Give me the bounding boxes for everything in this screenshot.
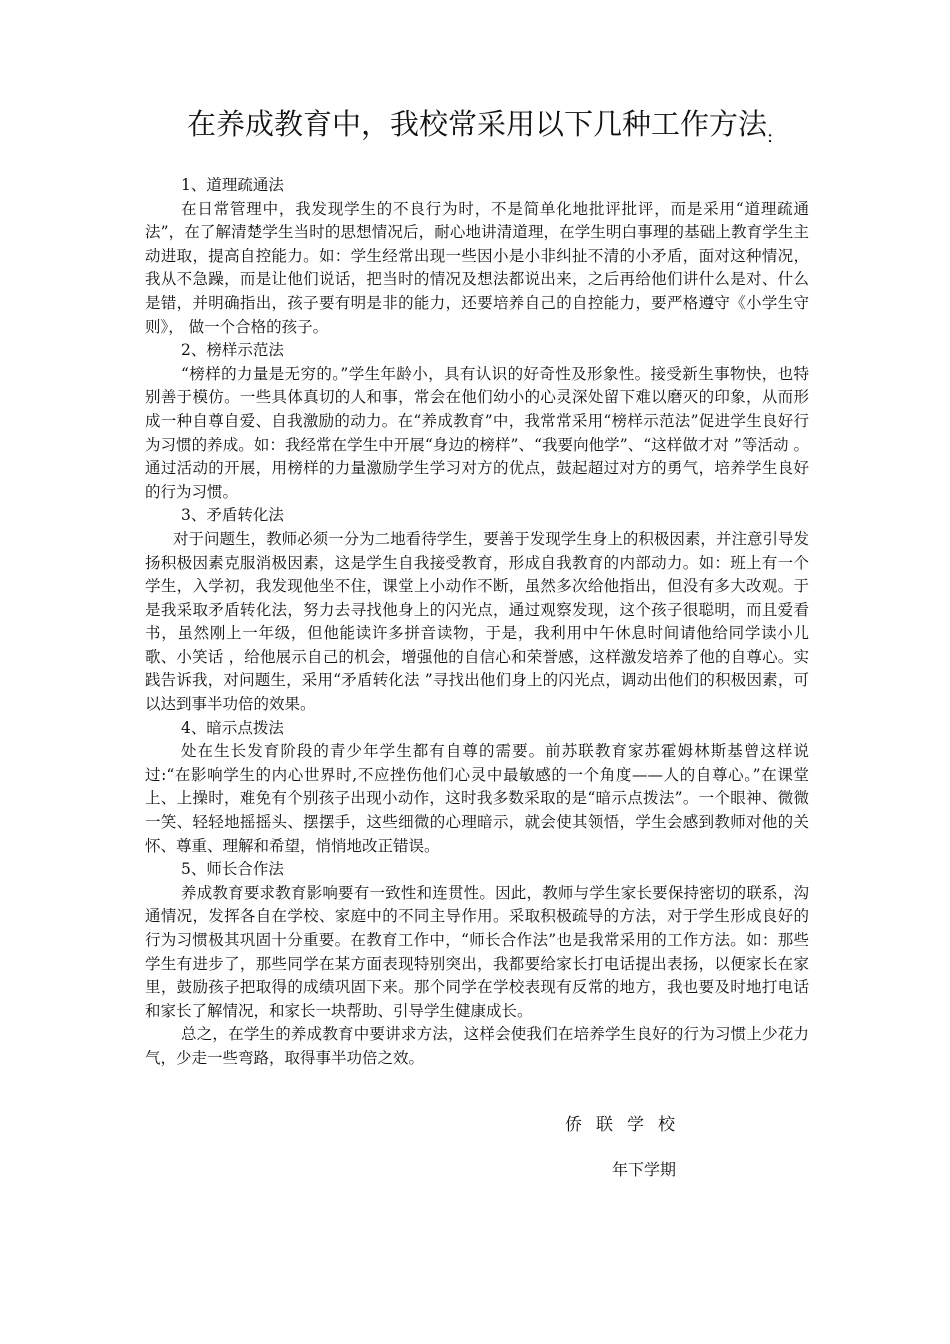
section-1 bbox=[145, 174, 809, 339]
section-3 bbox=[145, 504, 809, 716]
section-heading: 2、榜样示范法 bbox=[181, 341, 284, 360]
section-5 bbox=[145, 858, 809, 1023]
document-title bbox=[140, 104, 820, 149]
term-label: 年下学期 bbox=[612, 1160, 677, 1179]
section-heading: 1、道理疏通法 bbox=[181, 176, 284, 194]
document-body bbox=[145, 174, 809, 1071]
school-signature: 侨联学校 bbox=[565, 1115, 689, 1135]
section-4 bbox=[145, 717, 809, 859]
section-heading: 4、暗示点拨法 bbox=[181, 718, 284, 737]
section-paragraph: 在日常管理中，我发现学生的不良行为时，不是简单化地批评批评，而是采用“道理疏通法”，在了解清楚学生当时的思想情况后，耐心地讲清道理，在学生明白事理的基础上教育学生主动进取，提高自控能力。如：学生经常出现一些因小是小非纠扯不清的小矛盾，面对这种情况，我从不急躁，而是让他们说话，把当时的情况及想法都说出来，之后再给他们讲什么是对、什么是错，并明确指出，孩子要有明是非的能力，还要培养自己的自控能力，要严格遵守《小学生守则》， 做一个合格的孩子。 bbox=[145, 199, 809, 336]
section-paragraph: 对于问题生，教师必须一分为二地看待学生，要善于发现学生身上的积极因素，并注意引导发扬积极因素克服消极因素，这是学生自我接受教育，形成自我教育的内部动力。如：班上有一个学生，入学初，我发现他坐不住，课堂上小动作不断，虽然多次给他指出，但没有多大改观。于是我采取矛盾转化法，努力去寻找他身上的闪光点，通过观察发现，这个孩子很聪明，而且爱看书，虽然刚上一年级，但他能读许多拼音读物，于是，我利用中午休息时间请他给同学读小儿歌、小笑话 ，给他展示自己的机会，增强他的自信心和荣誉感，这样激发培养了他的自尊心。实践告诉我，对问题生，采用“矛盾转化法 ”寻找出他们身上的闪光点，调动出他们的积极因素，可以达到事半功倍的效果。 bbox=[145, 529, 809, 714]
title-colon: : bbox=[766, 126, 774, 147]
section-heading: 5、师长合作法 bbox=[181, 860, 284, 879]
conclusion-paragraph: 总之，在学生的养成教育中要讲求方法，这样会使我们在培养学生良好的行为习惯上少花力气，少走一些弯路，取得事半功倍之效。 bbox=[145, 1025, 809, 1067]
section-paragraph: 处在生长发育阶段的青少年学生都有自尊的需要。前苏联教育家苏霍姆林斯基曾这样说过:“在影响学生的内心世界时,不应挫伤他们心灵中最敏感的一个角度——人的自尊心。”在课堂上、上操时，难免有个别孩子出现小动作，这时我多数采取的是“暗示点拨法”。一个眼神、微微一笑、轻轻地摇摇头、摆摆手，这些细微的心理暗示，就会使其领悟，学生会感到教师对他的关怀、尊重、理解和希望，悄悄地改正错误。 bbox=[145, 742, 809, 855]
title-text: 在养成教育中，我校常采用以下几种工作方法 bbox=[186, 107, 767, 141]
section-heading: 3、矛盾转化法 bbox=[181, 506, 284, 525]
section-paragraph: “榜样的力量是无穷的。”学生年龄小，具有认识的好奇性及形象性。接受新生事物快，也特别善于模仿。一些具体真切的人和事，常会在他们幼小的心灵深处留下难以磨灭的印象，从而形成一种自尊自爱、自我激励的动力。在“养成教育”中，我常常采用“榜样示范法”促进学生良好行为习惯的养成。如：我经常在学生中开展“身边的榜样”、“我要向他学”、“这样做才对 ”等活动 。通过活动的开展，用榜样的力量激励学生学习对方的优点，鼓起超过对方的勇气，培养学生良好的行为习惯。 bbox=[145, 364, 809, 501]
section-paragraph: 养成教育要求教育影响要有一致性和连贯性。因此，教师与学生家长要保持密切的联系，沟通情况，发挥各自在学校、家庭中的不同主导作用。采取积极疏导的方法，对于学生形成良好的行为习惯极其巩固十分重要。在教育工作中，“师长合作法”也是我常采用的工作方法。如：那些学生有进步了，那些同学在某方面表现特别突出，我都要给家长打电话提出表扬，以便家长在家里，鼓励孩子把取得的成绩巩固下来。那个同学在学校表现有反常的地方，我也要及时地打电话和家长了解情况，和家长一块帮助、引导学生健康成长。 bbox=[145, 883, 809, 1020]
section-2 bbox=[145, 339, 809, 504]
